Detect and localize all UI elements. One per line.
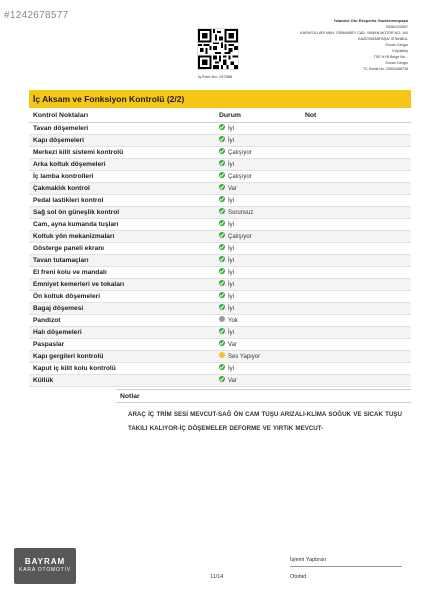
row-note — [301, 218, 411, 230]
table-header-row — [29, 110, 411, 122]
table-row — [29, 230, 411, 242]
row-status — [215, 194, 301, 206]
row-item: Merkezi kilit sistemi kontrolü — [29, 146, 215, 158]
table-row — [29, 278, 411, 290]
row-status-text: Çalışıyor — [228, 173, 252, 180]
row-item: Pedal lastikleri kontrol — [29, 194, 215, 206]
row-item: Küllük — [29, 374, 215, 386]
row-item: Gösterge paneli ekranı — [29, 242, 215, 254]
row-status — [215, 146, 301, 158]
row-note — [301, 254, 411, 266]
table-row — [29, 302, 411, 314]
row-status-text: İyi — [228, 257, 234, 264]
table-row — [29, 218, 411, 230]
row-status-text: İyi — [228, 245, 234, 252]
row-status-text: İyi — [228, 365, 234, 372]
table-row — [29, 170, 411, 182]
row-note — [301, 122, 411, 134]
row-status-text: İyi — [228, 125, 234, 132]
row-note — [301, 302, 411, 314]
status-check-icon — [219, 244, 225, 250]
row-status — [215, 338, 301, 350]
company-area: Küçükköy — [392, 49, 408, 53]
status-check-icon — [219, 232, 225, 238]
row-status — [215, 122, 301, 134]
row-status-text: Yok — [228, 317, 238, 324]
row-status — [215, 302, 301, 314]
row-item: Ön koltuk döşemeleri — [29, 290, 215, 302]
row-item: Paspaslar — [29, 338, 215, 350]
table-row — [29, 362, 411, 374]
status-check-icon — [219, 328, 225, 334]
row-item: Tavan döşemeleri — [29, 122, 215, 134]
status-check-icon — [219, 316, 225, 322]
row-item: Cam, ayna kumanda tuşları — [29, 218, 215, 230]
status-check-icon — [219, 148, 225, 154]
company-owner-2: Özcan Cengiz — [385, 61, 408, 65]
row-item: Arka koltuk döşemeleri — [29, 158, 215, 170]
signature-name: Otobid — [290, 574, 307, 580]
table-row — [29, 134, 411, 146]
company-name: İstanbul Oto Ekspertiz Gaziosmanpaşa — [334, 18, 408, 23]
row-status — [215, 266, 301, 278]
status-check-icon — [219, 268, 225, 274]
table-row — [29, 194, 411, 206]
row-status-text: Ses Yapıyor — [228, 353, 261, 360]
row-status — [215, 170, 301, 182]
row-note — [301, 182, 411, 194]
row-status — [215, 182, 301, 194]
company-district: GAZİOSMANPAŞA/ İSTANBUL — [357, 37, 408, 41]
table-row — [29, 206, 411, 218]
row-item: Sağ sol ön güneşlik kontrol — [29, 206, 215, 218]
company-tse-certificate: TSE HYB Belge No: - — [373, 55, 408, 59]
company-tc-id: TC Kimlik No: 20504468738 — [363, 67, 408, 71]
row-status — [215, 242, 301, 254]
row-item: El freni kolu ve mandalı — [29, 266, 215, 278]
row-note — [301, 134, 411, 146]
status-check-icon — [219, 160, 225, 166]
notes-text: ARAÇ İÇ TRİM SESİ MEVCUT-SAĞ ÖN CAM TUŞU ARIZALI-KLİMA SOĞUK VE SICAK TUŞU TAKILI KALIYOR-İÇ DÖŞEMELER DEFORME VE YIRTIK MEVCUT- — [128, 411, 403, 432]
row-item: Bagaj döşemesi — [29, 302, 215, 314]
row-status — [215, 290, 301, 302]
row-status-text: İyi — [228, 221, 234, 228]
company-owner: Özcan Cengiz — [385, 43, 408, 47]
row-status-text: Var — [228, 341, 237, 348]
row-note — [301, 350, 411, 362]
status-check-icon — [219, 172, 225, 178]
row-note — [301, 158, 411, 170]
header-status: Durum — [215, 110, 301, 122]
page-number: 11/14 — [210, 574, 224, 580]
row-status — [215, 350, 301, 362]
row-note — [301, 326, 411, 338]
row-status — [215, 254, 301, 266]
status-check-icon — [219, 256, 225, 262]
checklist-table — [29, 110, 411, 387]
row-status-text: İyi — [228, 269, 234, 276]
row-item: Kapı gergileri kontrolü — [29, 350, 215, 362]
row-status — [215, 362, 301, 374]
table-row — [29, 350, 411, 362]
row-status-text: İyi — [228, 161, 234, 168]
work-order-number: İş Emri No: 197586 — [198, 74, 233, 79]
table-row — [29, 122, 411, 134]
row-status — [215, 158, 301, 170]
row-note — [301, 290, 411, 302]
row-status-text: Çalışıyor — [228, 233, 252, 240]
header-note: Not — [301, 110, 411, 122]
row-note — [301, 242, 411, 254]
row-note — [301, 206, 411, 218]
table-row — [29, 338, 411, 350]
row-item: İç lamba kontrolleri — [29, 170, 215, 182]
status-check-icon — [219, 136, 225, 142]
table-row — [29, 326, 411, 338]
row-status — [215, 374, 301, 386]
notes-heading: Notlar — [116, 389, 411, 403]
row-note — [301, 314, 411, 326]
status-check-icon — [219, 304, 225, 310]
table-row — [29, 146, 411, 158]
row-status — [215, 278, 301, 290]
section-title: İç Aksam ve Fonksiyon Kontrolü (2/2) — [29, 90, 411, 108]
row-note — [301, 362, 411, 374]
status-check-icon — [219, 220, 225, 226]
row-item: Çakmaklık kontrol — [29, 182, 215, 194]
status-check-icon — [219, 196, 225, 202]
row-status-text: İyi — [228, 293, 234, 300]
table-row — [29, 182, 411, 194]
row-status — [215, 218, 301, 230]
status-check-icon — [219, 124, 225, 130]
row-status-text: İyi — [228, 281, 234, 288]
row-status-text: İyi — [228, 197, 234, 204]
row-status — [215, 206, 301, 218]
table-row — [29, 266, 411, 278]
signature-line — [290, 566, 402, 567]
logo-line-2: KARA OTOMOTİV — [19, 567, 71, 573]
row-note — [301, 146, 411, 158]
row-note — [301, 266, 411, 278]
watermark-logo — [14, 548, 76, 584]
row-item: Kaput iç kilit kolu kontrolü — [29, 362, 215, 374]
row-item: Emniyet kemerleri ve tokaları — [29, 278, 215, 290]
row-note — [301, 374, 411, 386]
status-check-icon — [219, 340, 225, 346]
logo-line-1: BAYRAM — [24, 557, 66, 566]
table-row — [29, 242, 411, 254]
row-status-text: Çalışıyor — [228, 149, 252, 156]
status-check-icon — [219, 364, 225, 370]
row-status — [215, 326, 301, 338]
status-check-icon — [219, 208, 225, 214]
header-control-points: Kontrol Noktaları — [29, 110, 215, 122]
row-note — [301, 194, 411, 206]
signature-label: İşlemi Yapbran — [290, 557, 327, 563]
status-check-icon — [219, 376, 225, 382]
row-item: Kapı döşemeleri — [29, 134, 215, 146]
table-row — [29, 158, 411, 170]
qr-code — [197, 28, 239, 70]
company-info — [268, 18, 408, 72]
row-status — [215, 314, 301, 326]
table-row — [29, 314, 411, 326]
row-note — [301, 338, 411, 350]
row-status-text: İyi — [228, 305, 234, 312]
status-check-icon — [219, 292, 225, 298]
stock-id: #1242678577 — [4, 10, 69, 21]
table-row — [29, 374, 411, 386]
row-item: Tavan tutamaçları — [29, 254, 215, 266]
row-status-text: Var — [228, 377, 237, 384]
row-status-text: Var — [228, 185, 237, 192]
row-status-text: İyi — [228, 137, 234, 144]
row-note — [301, 170, 411, 182]
table-row — [29, 290, 411, 302]
row-status-text: İyi — [228, 329, 234, 336]
row-status — [215, 134, 301, 146]
row-item: Pandizot — [29, 314, 215, 326]
row-status-text: Sorunsuz — [228, 209, 254, 216]
table-row — [29, 254, 411, 266]
company-address: KARAYOLLARI MAH. OSMANBEY CAD. YAMAN MOTOR NO: 164 — [300, 31, 408, 35]
status-check-icon — [219, 352, 225, 358]
row-note — [301, 278, 411, 290]
row-note — [301, 230, 411, 242]
row-item: Koltuk yön mekanizmaları — [29, 230, 215, 242]
row-status — [215, 230, 301, 242]
status-check-icon — [219, 184, 225, 190]
status-check-icon — [219, 280, 225, 286]
company-phone: 05362220067 — [386, 25, 408, 29]
row-item: Halı döşemeleri — [29, 326, 215, 338]
